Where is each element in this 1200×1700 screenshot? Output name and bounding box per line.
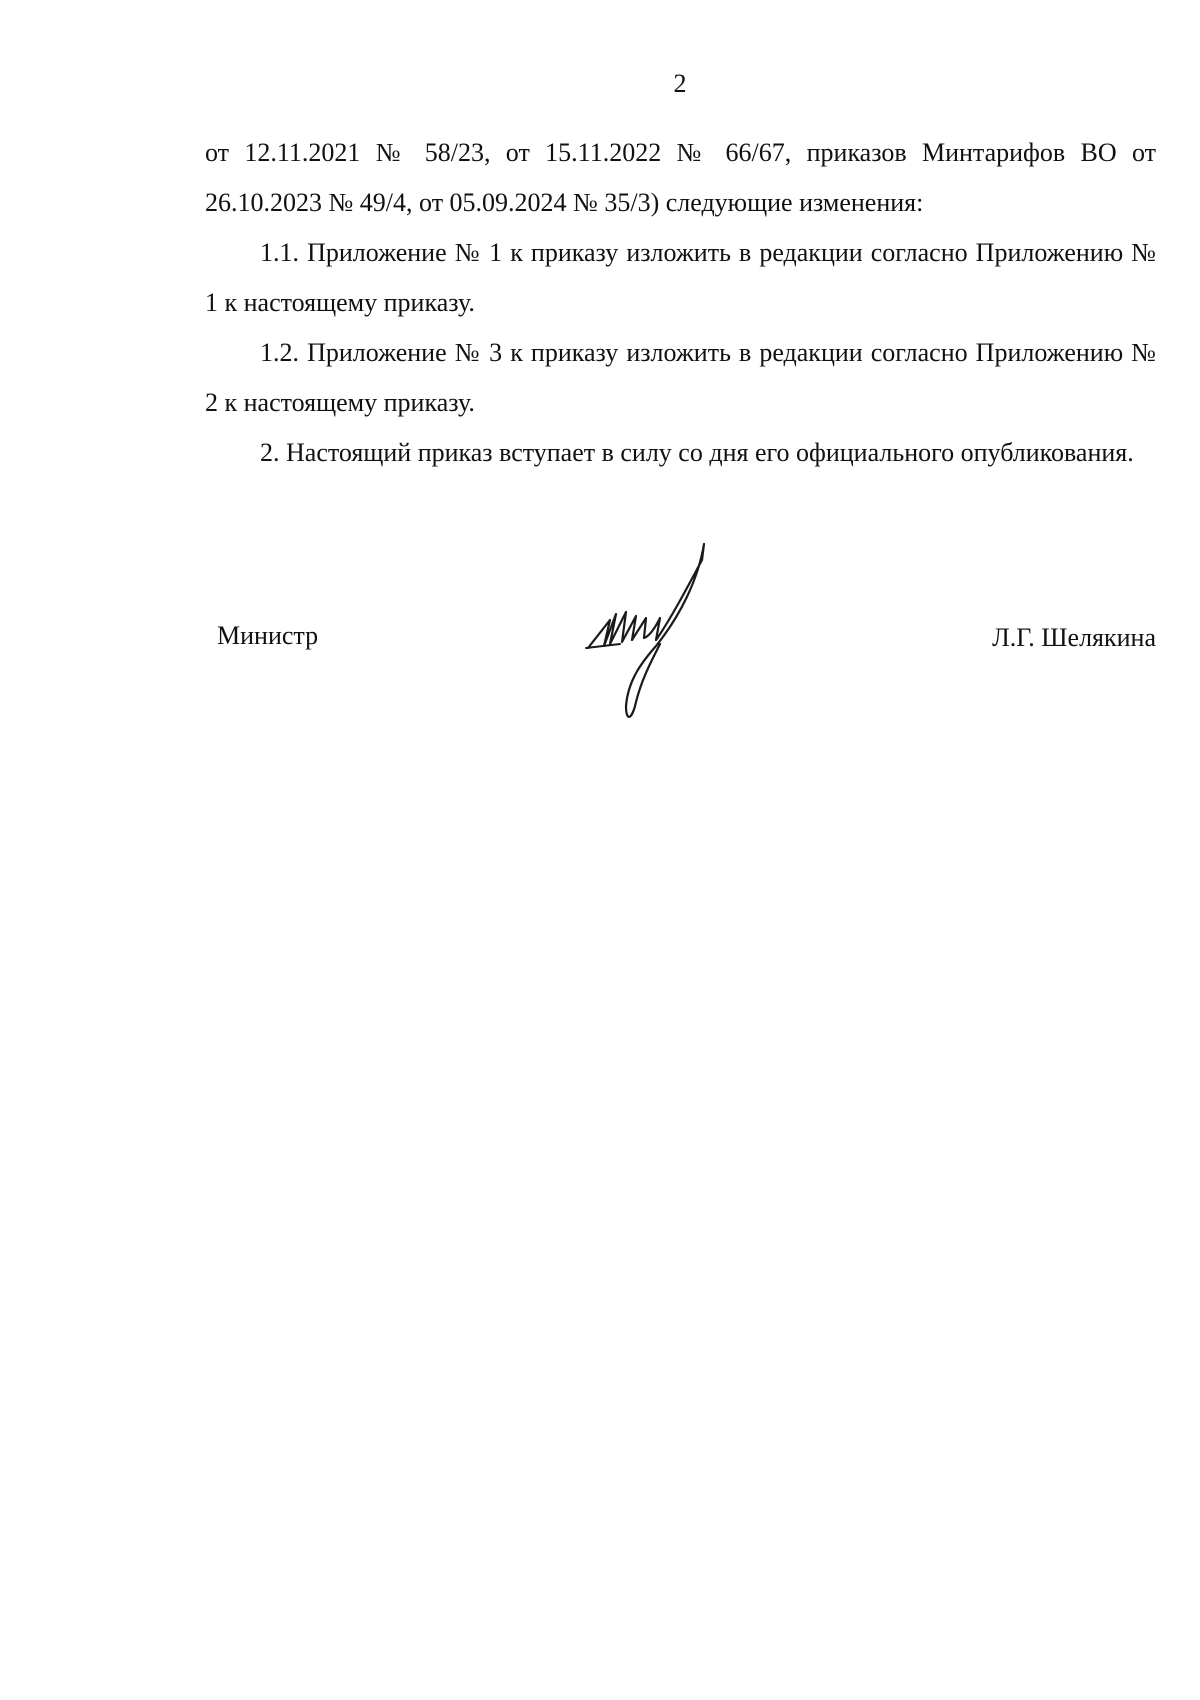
document-body: [205, 128, 1156, 478]
paragraph-item-1-2: 1.2. Приложение № 3 к приказу изложить в редакции согласно Приложению № 2 к настоящему приказу.: [205, 338, 1156, 417]
paragraph-continuation: от 12.11.2021 № 58/23, от 15.11.2022 № 66/67, приказов Минтарифов ВО от 26.10.2023 № 49/4, от 05.09.2024 № 35/3) следующие изменения:: [205, 138, 1156, 217]
handwritten-signature: [580, 540, 720, 740]
paragraph-item-1-1: 1.1. Приложение № 1 к приказу изложить в редакции согласно Приложению № 1 к настоящему приказу.: [205, 238, 1156, 317]
signer-position: Министр: [217, 621, 319, 650]
signer-name: Л.Г. Шелякина: [992, 623, 1156, 652]
paragraph-item-2: 2. Настоящий приказ вступает в силу со дня его официального опубликования.: [260, 438, 1134, 467]
signature-block: [205, 540, 1156, 740]
page-number: 2: [673, 69, 687, 98]
